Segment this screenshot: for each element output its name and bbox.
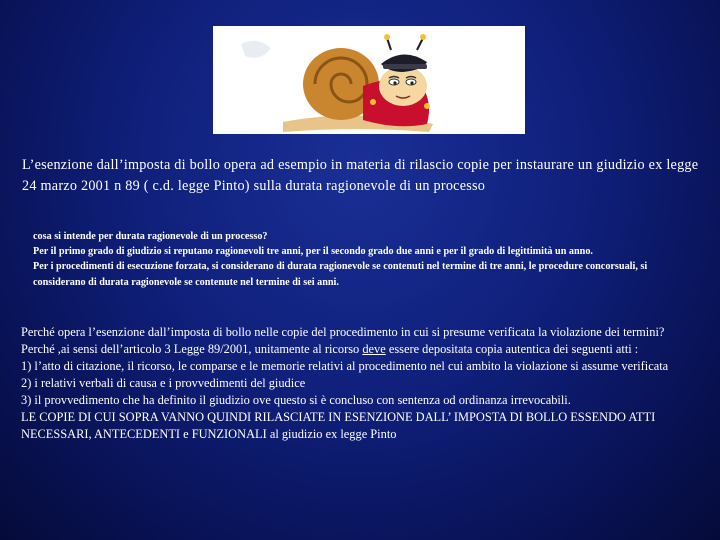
exemption-question: Perché opera l’esenzione dall’imposta di bollo nelle copie del procedimento in cui si presume verificata la violazione dei termini? — [21, 325, 665, 339]
snail-illustration — [213, 26, 525, 134]
reasonable-duration-note — [33, 229, 683, 290]
conclusion-text: LE COPIE DI CUI SOPRA VANNO QUINDI RILASCIATE IN ESENZIONE DALL’ IMPOSTA DI BOLLO ESSENDO ATTI NECESSARI, ANTECEDENTI e FUNZIONALI al giudizio ex legge Pinto — [21, 410, 656, 441]
note-question: cosa si intende per durata ragionevole di un processo? — [33, 231, 268, 242]
list-item-1: 1) l’atto di citazione, il ricorso, le comparse e le memorie relativi al procedimento nel cui ambito la violazione si assume verificata — [21, 359, 669, 373]
underlined-deve: deve — [362, 342, 386, 356]
exemption-explanation — [21, 324, 693, 443]
list-item-3: 3) il provvedimento che ha definito il giudizio ove questo si è concluso con sentenza od ordinanza irrevocabili. — [21, 393, 571, 407]
note-first-second-grade: Per il primo grado di giudizio si reputano ragionevoli tre anni, per il secondo grado due anni e per il grado di legittimità un anno. — [33, 246, 593, 258]
note-enforcement-procedures: Per i procedimenti di esecuzione forzata, si considerano di durata ragionevole se contenuti nel termine di tre anni, le procedure concorsuali, si considerano di durata ragionevole se contenute nel termine di sei anni. — [33, 261, 648, 288]
snail-icon — [213, 26, 525, 134]
slide-heading: L’esenzione dall’imposta di bollo opera ad esempio in materia di rilascio copie per instaurare un giudizio ex legge 24 marzo 2001 n 89 ( c.d. legge Pinto) sulla durata ragionevole di un processo — [22, 157, 699, 194]
article-3-paragraph: Perché ,ai sensi dell’articolo 3 Legge 89/2001, unitamente al ricorso deve essere depositata copia autentica dei seguenti atti : — [21, 342, 639, 356]
list-item-2: 2) i relativi verbali di causa e i provvedimenti del giudice — [21, 376, 306, 390]
